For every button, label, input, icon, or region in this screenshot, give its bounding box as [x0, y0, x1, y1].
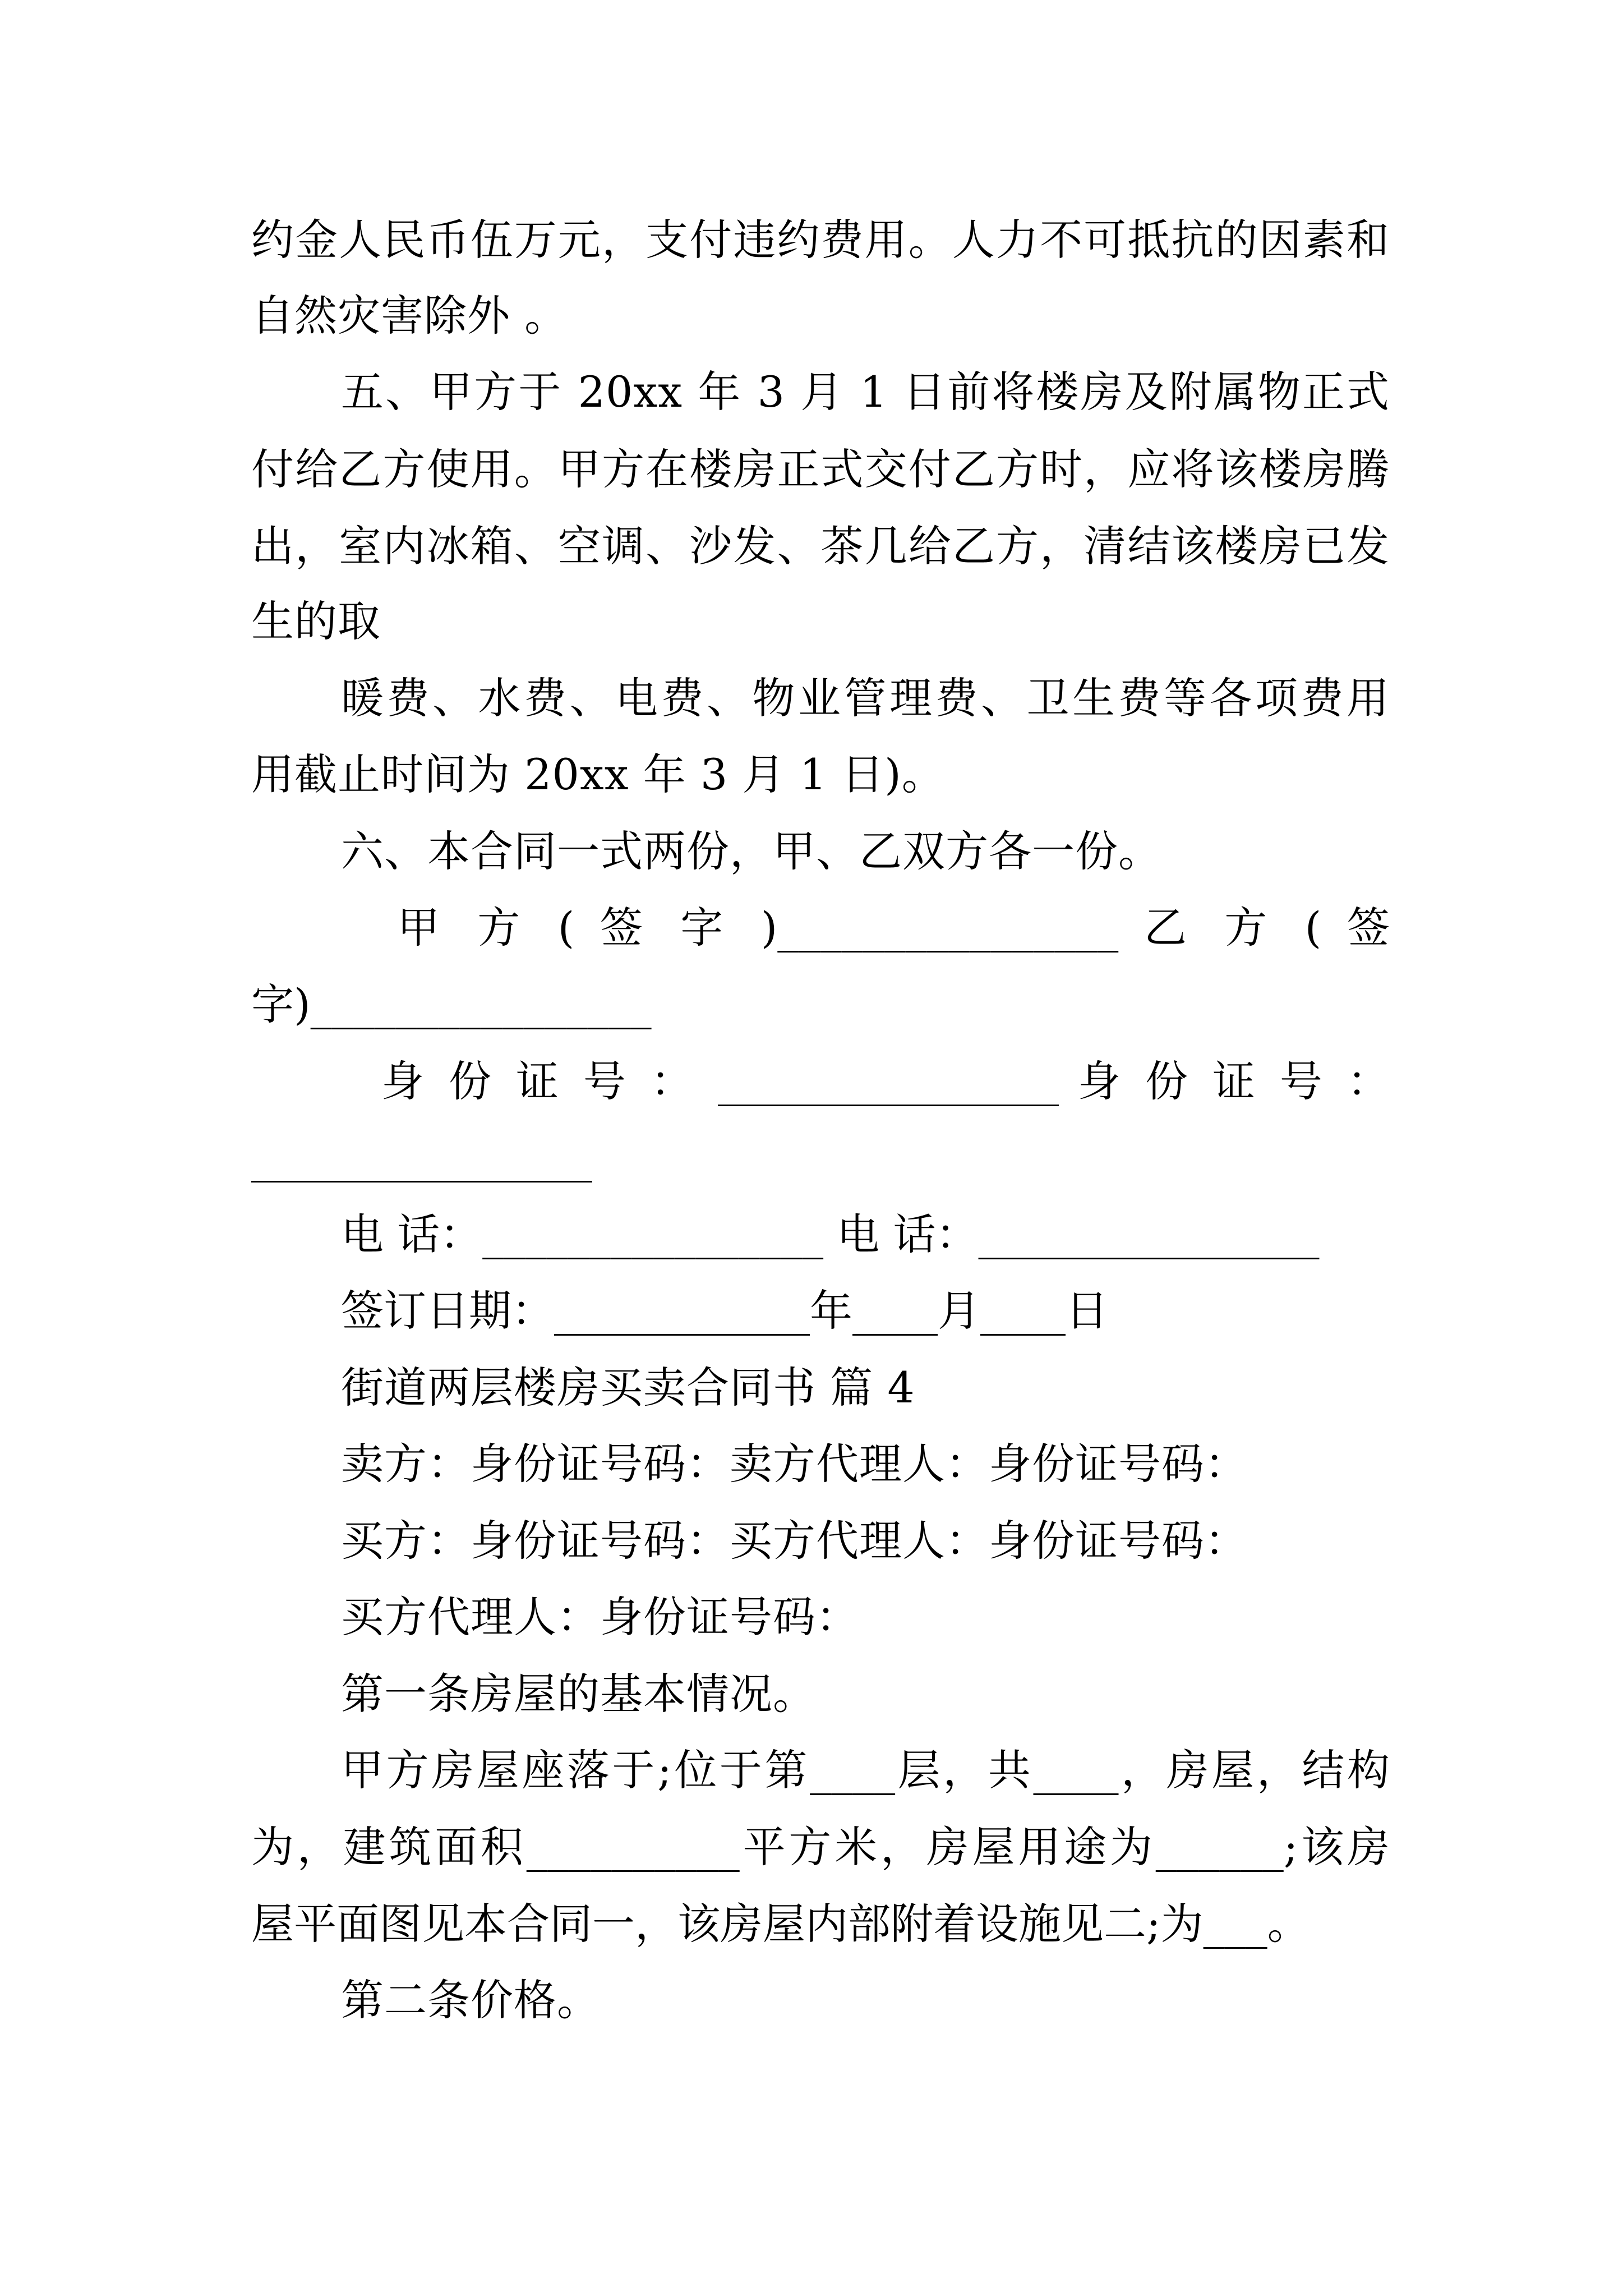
signature-continuation-line: 字)________________ — [251, 979, 652, 1029]
paragraph-line: 生的取 — [251, 596, 381, 646]
paragraph-line: 屋平面图见本合同一，该房屋内部附着设施见二;为___。 — [251, 1899, 1310, 1949]
buyer-agent-line: 买方代理人：身份证号码： — [341, 1592, 859, 1642]
id-number-blank-line: ________________ — [251, 1133, 592, 1182]
paragraph-line: 出，室内冰箱、空调、沙发、茶几给乙方，清结该楼房已发 — [251, 521, 1390, 571]
paragraph-line: 为，建筑面积__________平方米，房屋用途为______;该房 — [251, 1822, 1390, 1872]
id-number-line: 身 份 证 号 ： ________________ 身 份 证 号 ： — [381, 1056, 1390, 1106]
seller-info-line: 卖方：身份证号码：卖方代理人：身份证号码： — [341, 1439, 1248, 1489]
phone-line: 电 话：________________ 电 话：________________ — [341, 1209, 1320, 1259]
article-one-heading: 第一条房屋的基本情况。 — [341, 1669, 816, 1719]
buyer-info-line: 买方：身份证号码：买方代理人：身份证号码： — [341, 1516, 1248, 1566]
paragraph-line: 自然灾害除外 。 — [251, 291, 568, 341]
paragraph-line: 付给乙方使用。甲方在楼房正式交付乙方时，应将该楼房腾 — [251, 444, 1390, 494]
clause-six-line: 六、本合同一式两份，甲、乙双方各一份。 — [341, 826, 1161, 876]
paragraph-line: 甲方房屋座落于;位于第____层，共____，房屋，结构 — [341, 1745, 1390, 1795]
signing-date-line: 签订日期：____________年____月____日 — [341, 1286, 1108, 1336]
signature-party-a-b-line: 甲 方 ( 签 字 )________________ 乙 方 ( 签 — [397, 903, 1390, 953]
article-two-heading: 第二条价格。 — [341, 1975, 600, 2025]
clause-five-line: 五、甲方于 20xx 年 3 月 1 日前将楼房及附属物正式 — [341, 367, 1390, 417]
paragraph-line: 约金人民币伍万元，支付违约费用。人力不可抵抗的因素和 — [251, 215, 1390, 265]
paragraph-line: 暖费、水费、电费、物业管理费、卫生费等各项费用 — [341, 673, 1390, 723]
section-heading: 街道两层楼房买卖合同书 篇 4 — [341, 1363, 915, 1412]
paragraph-line: 用截止时间为 20xx 年 3 月 1 日)。 — [251, 749, 945, 799]
